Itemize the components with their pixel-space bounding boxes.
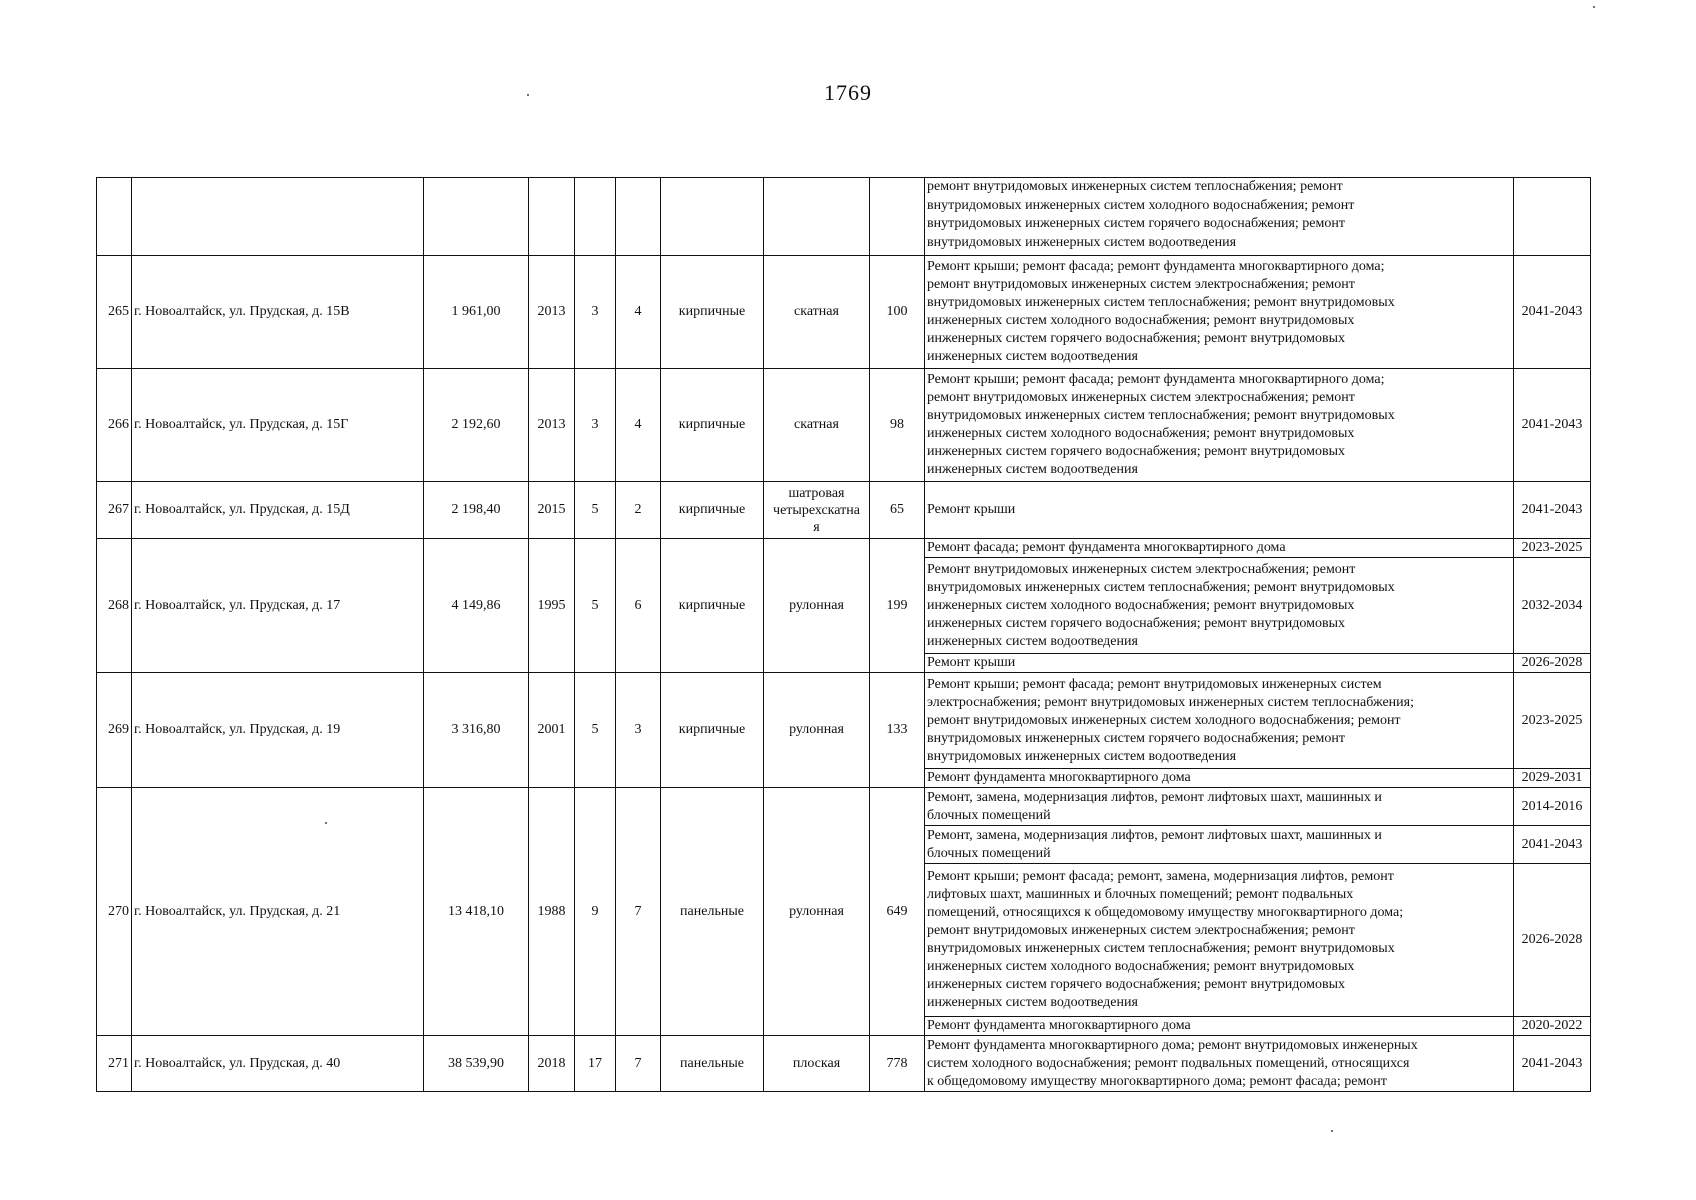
repair-period: 2026-2028 [1514,654,1591,673]
entrance-count: 4 [616,256,661,369]
row-number: 267 [97,482,132,539]
repair-works: Ремонт, замена, модернизация лифтов, ремонт лифтовых шахт, машинных и блочных помещений [925,788,1514,826]
table-row [97,539,1591,558]
entrance-count: 7 [616,788,661,1036]
address: г. Новоалтайск, ул. Прудская, д. 40 [132,1036,424,1092]
entrance-count: 3 [616,673,661,788]
repair-works: Ремонт крыши [925,482,1514,539]
scan-speck [1331,1130,1333,1132]
row-number: 269 [97,673,132,788]
repair-period: 2041-2043 [1514,1036,1591,1092]
roof-type: рулонная [764,788,870,1036]
cell-residents [870,178,925,256]
year-built: 1995 [529,539,575,673]
repair-works: Ремонт крыши; ремонт фасада; ремонт фундамента многоквартирного дома; ремонт внутридомовых инженерных систем электроснабжения; ремонт внутридомовых инженерных систем теплоснабжения; ремонт внутридомовых инженерных систем холодного водоснабжения; ремонт внутридомовых инженерных систем горячего водоснабжения; ремонт внутридомовых инженерных систем водоотведения [925,256,1514,369]
repair-period: 2029-2031 [1514,769,1591,788]
repair-period: 2023-2025 [1514,673,1591,769]
repair-works: Ремонт крыши [925,654,1514,673]
cell-number [97,178,132,256]
table-row [97,1036,1591,1092]
total-area: 1 961,00 [424,256,529,369]
row-number: 270 [97,788,132,1036]
entrance-count: 4 [616,369,661,482]
resident-count: 100 [870,256,925,369]
row-number: 265 [97,256,132,369]
cell-year [529,178,575,256]
table-body [97,178,1591,1092]
address: г. Новоалтайск, ул. Прудская, д. 17 [132,539,424,673]
floor-count: 3 [575,369,616,482]
cell-roof [764,178,870,256]
cell-floors [575,178,616,256]
table-row [97,482,1591,539]
resident-count: 199 [870,539,925,673]
wall-material: панельные [661,788,764,1036]
repair-period: 2023-2025 [1514,539,1591,558]
repair-period: 2014-2016 [1514,788,1591,826]
year-built: 1988 [529,788,575,1036]
repair-works: Ремонт фундамента многоквартирного дома [925,769,1514,788]
table-row [97,673,1591,769]
repair-period: 2032-2034 [1514,558,1591,654]
roof-type: скатная [764,256,870,369]
wall-material: кирпичные [661,256,764,369]
row-number: 268 [97,539,132,673]
floor-count: 3 [575,256,616,369]
repair-period: 2041-2043 [1514,256,1591,369]
repair-works: Ремонт внутридомовых инженерных систем электроснабжения; ремонт внутридомовых инженерных систем теплоснабжения; ремонт внутридомовых инженерных систем холодного водоснабжения; ремонт внутридомовых инженерных систем горячего водоснабжения; ремонт внутридомовых инженерных систем водоотведения [925,558,1514,654]
scan-speck [527,94,529,96]
address: г. Новоалтайск, ул. Прудская, д. 19 [132,673,424,788]
resident-count: 778 [870,1036,925,1092]
cell-walls [661,178,764,256]
roof-type: плоская [764,1036,870,1092]
address: г. Новоалтайск, ул. Прудская, д. 21 [132,788,424,1036]
roof-type: скатная [764,369,870,482]
repair-period: 2041-2043 [1514,482,1591,539]
repair-works: Ремонт фасада; ремонт фундамента многоквартирного дома [925,539,1514,558]
repair-works: Ремонт фундамента многоквартирного дома [925,1017,1514,1036]
repair-period: 2026-2028 [1514,864,1591,1017]
cell-area [424,178,529,256]
year-built: 2013 [529,369,575,482]
row-number: 271 [97,1036,132,1092]
total-area: 2 192,60 [424,369,529,482]
row-number: 266 [97,369,132,482]
wall-material: кирпичные [661,482,764,539]
repair-works: Ремонт крыши; ремонт фасада; ремонт внутридомовых инженерных систем электроснабжения; ремонт внутридомовых инженерных систем теплоснабжения; ремонт внутридомовых инженерных систем холодного водоснабжения; ремонт внутридомовых инженерных систем горячего водоснабжения; ремонт внутридомовых инженерных систем водоотведения [925,673,1514,769]
cell-works: ремонт внутридомовых инженерных систем теплоснабжения; ремонт внутридомовых инженерных систем холодного водоснабжения; ремонт внутридомовых инженерных систем горячего водоснабжения; ремонт внутридомовых инженерных систем водоотведения [925,178,1514,256]
floor-count: 5 [575,673,616,788]
housing-repair-table [96,177,1591,1092]
wall-material: кирпичные [661,539,764,673]
repair-period: 2020-2022 [1514,1017,1591,1036]
roof-type: шатровая четырехскатна я [764,482,870,539]
resident-count: 65 [870,482,925,539]
resident-count: 98 [870,369,925,482]
wall-material: панельные [661,1036,764,1092]
address: г. Новоалтайск, ул. Прудская, д. 15Г [132,369,424,482]
continuation-row [97,178,1591,256]
year-built: 2013 [529,256,575,369]
total-area: 13 418,10 [424,788,529,1036]
address: г. Новоалтайск, ул. Прудская, д. 15В [132,256,424,369]
scan-speck [1593,6,1595,8]
year-built: 2015 [529,482,575,539]
repair-works: Ремонт крыши; ремонт фасада; ремонт фундамента многоквартирного дома; ремонт внутридомовых инженерных систем электроснабжения; ремонт внутридомовых инженерных систем теплоснабжения; ремонт внутридомовых инженерных систем холодного водоснабжения; ремонт внутридомовых инженерных систем горячего водоснабжения; ремонт внутридомовых инженерных систем водоотведения [925,369,1514,482]
repair-works: Ремонт крыши; ремонт фасада; ремонт, замена, модернизация лифтов, ремонт лифтовых шахт, машинных и блочных помещений; ремонт подвальных помещений, относящихся к общедомовому имуществу многоквартирного дома; ремонт внутридомовых инженерных систем электроснабжения; ремонт внутридомовых инженерных систем теплоснабжения; ремонт внутридомовых инженерных систем холодного водоснабжения; ремонт внутридомовых инженерных систем горячего водоснабжения; ремонт внутридомовых инженерных систем водоотведения [925,864,1514,1017]
floor-count: 9 [575,788,616,1036]
floor-count: 5 [575,539,616,673]
floor-count: 5 [575,482,616,539]
repair-works: Ремонт, замена, модернизация лифтов, ремонт лифтовых шахт, машинных и блочных помещений [925,826,1514,864]
cell-address [132,178,424,256]
table-row [97,369,1591,482]
total-area: 4 149,86 [424,539,529,673]
repair-period: 2041-2043 [1514,369,1591,482]
total-area: 38 539,90 [424,1036,529,1092]
address: г. Новоалтайск, ул. Прудская, д. 15Д [132,482,424,539]
repair-works: Ремонт фундамента многоквартирного дома; ремонт внутридомовых инженерных систем холодного водоснабжения; ремонт подвальных помещений, относящихся к общедомовому имуществу многоквартирного дома; ремонт фасада; ремонт [925,1036,1514,1092]
table-row [97,788,1591,826]
floor-count: 17 [575,1036,616,1092]
year-built: 2018 [529,1036,575,1092]
total-area: 2 198,40 [424,482,529,539]
cell-entrances [616,178,661,256]
resident-count: 649 [870,788,925,1036]
year-built: 2001 [529,673,575,788]
resident-count: 133 [870,673,925,788]
roof-type: рулонная [764,539,870,673]
table-row [97,256,1591,369]
wall-material: кирпичные [661,673,764,788]
wall-material: кирпичные [661,369,764,482]
total-area: 3 316,80 [424,673,529,788]
cell-period [1514,178,1591,256]
roof-type: рулонная [764,673,870,788]
page-number: 1769 [824,80,872,105]
entrance-count: 6 [616,539,661,673]
entrance-count: 7 [616,1036,661,1092]
entrance-count: 2 [616,482,661,539]
repair-period: 2041-2043 [1514,826,1591,864]
